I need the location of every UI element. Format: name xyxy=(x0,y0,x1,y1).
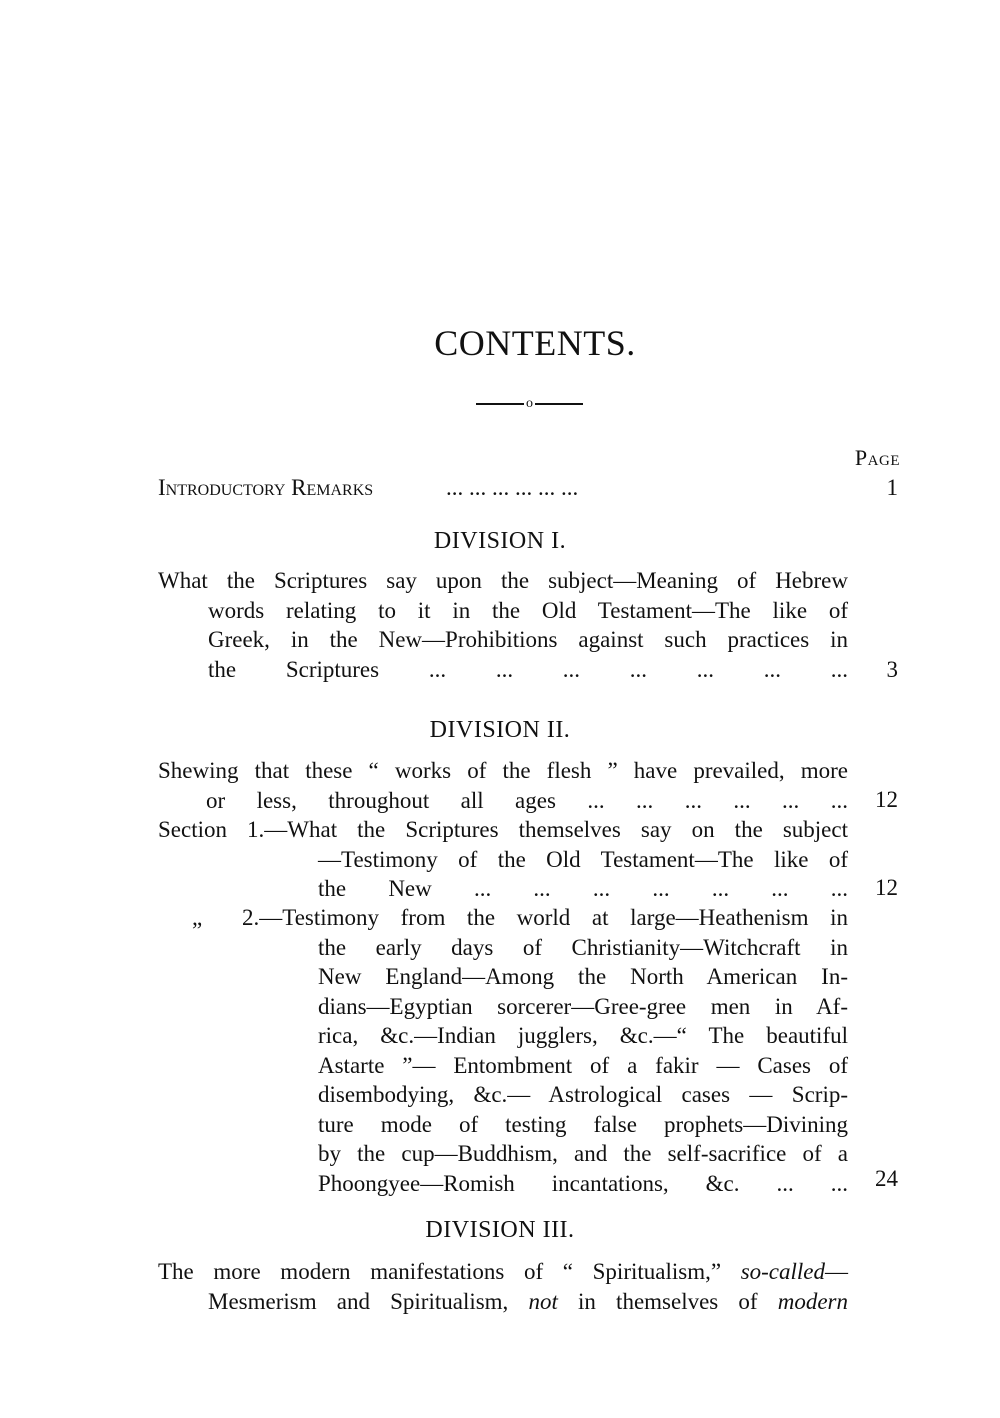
toc-entry-section-1[interactable] xyxy=(158,815,848,904)
div3-line-2 xyxy=(208,1287,848,1317)
toc-entry-division-1[interactable] xyxy=(158,566,848,684)
section2-line-8: ture mode of testing false prophets—Divining xyxy=(318,1111,848,1137)
div3-line2-italic-modern: modern xyxy=(777,1288,848,1314)
section2-line-2: the early days of Christianity—Witchcraft in xyxy=(318,934,848,960)
section2-label: 2.—Testimony from the world at large—Heathenism in xyxy=(242,905,848,930)
page-title: CONTENTS. xyxy=(434,323,636,363)
toc-entry-division-2-intro[interactable] xyxy=(158,756,848,815)
div3-line1-end: — xyxy=(825,1259,848,1284)
intro-page-number: 1 xyxy=(886,475,898,500)
section1-line-2: —Testimony of the Old Testament—The like of xyxy=(318,846,848,872)
division-2-heading: DIVISION II. xyxy=(429,717,571,743)
section2-line-5: rica, &c.—Indian jugglers, &c.—“ The beautiful xyxy=(318,1023,848,1048)
div3-line-1 xyxy=(158,1257,848,1287)
div1-line-1: What the Scriptures say upon the subject—Meaning of Hebrew xyxy=(158,568,848,593)
div1-line-3: Greek, in the New—Prohibitions against such practices in xyxy=(208,627,848,652)
toc-entry-division-3[interactable] xyxy=(158,1257,848,1316)
div3-line1-italic: so-called xyxy=(740,1259,825,1284)
toc-entry-introductory-remarks[interactable] xyxy=(158,473,848,503)
toc-entry-section-2[interactable] xyxy=(242,903,848,1198)
title-ornament xyxy=(476,396,583,412)
div1-line-4: the Scriptures ... ... ... ... ... ... ... xyxy=(208,656,848,682)
ornament-left-rule xyxy=(476,403,524,405)
page-column-header: Page xyxy=(854,445,900,470)
section2-line-6: Astarte ”— Entombment of a fakir — Cases of xyxy=(318,1052,848,1078)
section1-line-3: the New ... ... ... ... ... ... ... xyxy=(318,876,848,901)
section2-page-number: 24 xyxy=(875,1166,898,1191)
div2-entry1-line-2: or less, throughout all ages ... ... ... ... ... ... xyxy=(206,787,848,813)
intro-label: Introductory Remarks xyxy=(158,475,374,500)
ornament-circle: o xyxy=(526,396,533,411)
section2-line-7: disembodying, &c.— Astrological cases — Scrip- xyxy=(318,1082,848,1107)
section2-line-4: dians—Egyptian sorcerer—Gree-gree men in Af- xyxy=(318,993,848,1019)
div3-line2-italic-not: not xyxy=(528,1288,558,1314)
section2-line-10: Phoongyee—Romish incantations, &c. ... ... xyxy=(318,1170,848,1196)
div3-line1-start: The more modern manifestations of “ Spiritualism,” xyxy=(158,1259,741,1284)
div2-entry1-page-number: 12 xyxy=(875,787,898,812)
div3-line2-mid: in themselves of xyxy=(557,1288,778,1314)
section2-line-9: by the cup—Buddhism, and the self-sacrifice of a xyxy=(318,1141,848,1166)
division-1-heading: DIVISION I. xyxy=(433,528,567,554)
div1-page-number: 3 xyxy=(886,657,898,682)
section2-line-3: New England—Among the North American In- xyxy=(318,964,848,989)
section1-label: Section 1.—What the Scriptures themselves say on the subject xyxy=(158,817,848,842)
intro-leader-dots: ... ... ... ... ... ... xyxy=(446,475,579,500)
div1-line-2: words relating to it in the Old Testament—The like of xyxy=(208,597,848,623)
section1-page-number: 12 xyxy=(875,875,898,900)
div3-line2-start: Mesmerism and Spiritualism, xyxy=(208,1288,529,1314)
div2-entry1-line-1: Shewing that these “ works of the flesh ” have prevailed, more xyxy=(158,758,848,783)
division-3-heading: DIVISION III. xyxy=(425,1217,575,1243)
ornament-right-rule xyxy=(535,403,583,405)
ditto-mark: „ xyxy=(192,905,203,930)
